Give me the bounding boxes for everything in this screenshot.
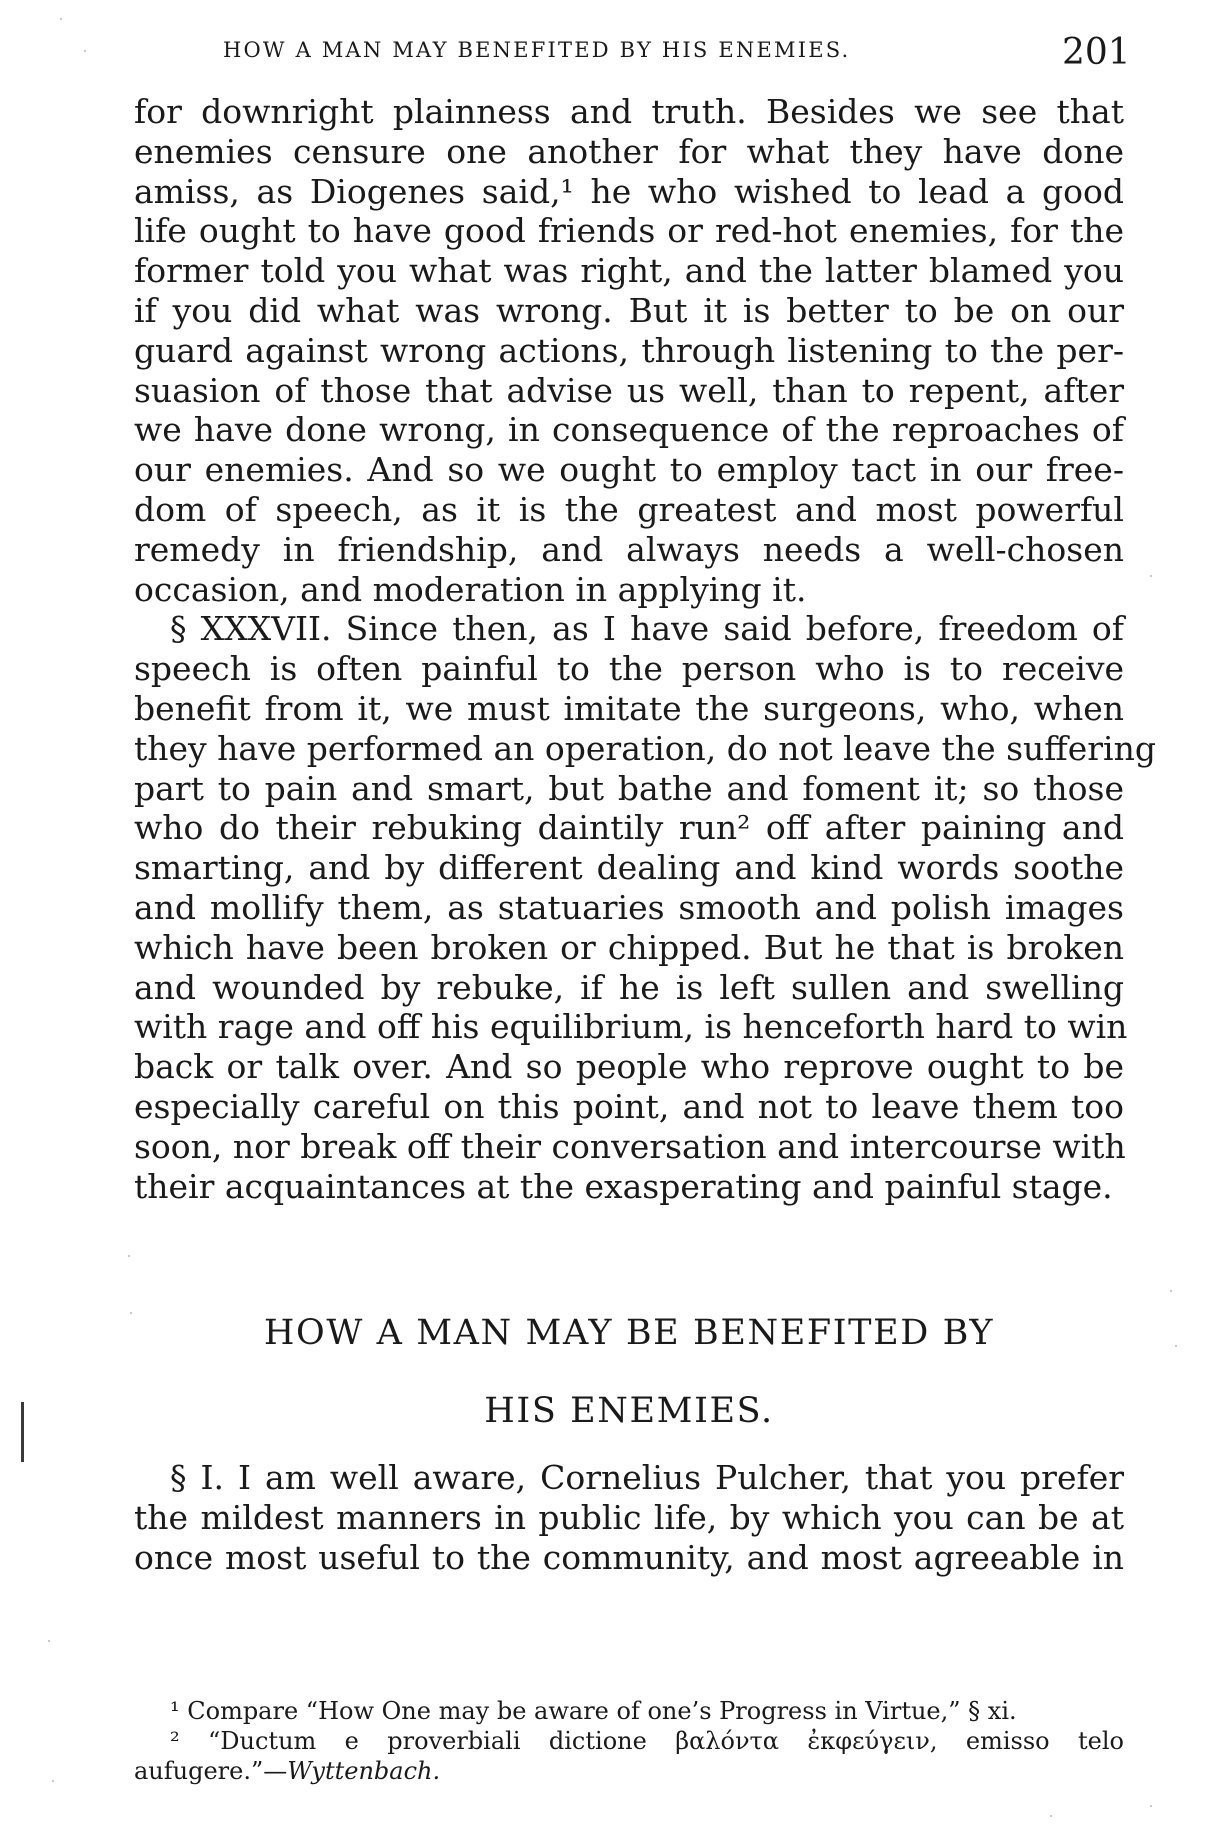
- text-line: smarting, and by different dealing and kind words soothe: [134, 848, 1124, 888]
- footnote-2-author: Wyttenbach.: [287, 1757, 441, 1785]
- text-line: our enemies. And so we ought to employ tact in our free-: [134, 450, 1124, 490]
- text-line: part to pain and smart, but bathe and foment it; so those: [134, 768, 1124, 808]
- section-title-line-2: HIS ENEMIES.: [484, 1391, 774, 1431]
- running-head-title: HOW A MAN MAY BENEFITED BY HIS ENEMIES.: [223, 38, 851, 62]
- text-line: suasion of those that advise us well, than to repent, after: [134, 370, 1124, 410]
- footnote-2-text: aufugere.”—: [134, 1757, 288, 1785]
- page-number: 201: [1062, 32, 1131, 73]
- text-line: remedy in friendship, and always needs a well-chosen: [134, 529, 1124, 569]
- footnote-2-continued: [134, 1756, 1124, 1786]
- footnote-2: ² “Ductum e proverbiali dictione βαλόντα ἐκφεύγειν, emisso telo: [170, 1727, 1124, 1755]
- page-edge-mark: [21, 1402, 24, 1462]
- text-line: dom of speech, as it is the greatest and most powerful: [134, 489, 1124, 529]
- text-line: with rage and off his equilibrium, is henceforth hard to win: [134, 1007, 1128, 1047]
- text-line: the mildest manners in public life, by which you can be at: [134, 1497, 1124, 1537]
- footnotes: [134, 1696, 1124, 1786]
- text-line: which have been broken or chipped. But he that is broken: [134, 927, 1124, 967]
- text-line: life ought to have good friends or red-hot enemies, for the: [134, 211, 1124, 251]
- text-line: and wounded by rebuke, if he is left sullen and swelling: [134, 967, 1124, 1007]
- text-line: soon, nor break off their conversation and intercourse with: [134, 1126, 1126, 1166]
- section-title-line-1: HOW A MAN MAY BE BENEFITED BY: [263, 1313, 995, 1353]
- text-line: who do their rebuking daintily run² off after paining and: [134, 808, 1124, 848]
- text-line: speech is often painful to the person who is to receive: [134, 649, 1124, 689]
- paragraph-start-line: § I. I am well aware, Cornelius Pulcher, that you prefer: [170, 1458, 1124, 1497]
- footnote-1: ¹ Compare “How One may be aware of one’s Progress in Virtue,” § xi.: [170, 1697, 1017, 1725]
- text-line: we have done wrong, in consequence of the reproaches of: [134, 410, 1124, 450]
- body-text: [134, 92, 1156, 1206]
- text-line: their acquaintances at the exasperating and painful stage.: [134, 1166, 1113, 1206]
- paragraph-start-line: § XXXVII. Since then, as I have said before, freedom of: [170, 609, 1124, 649]
- text-line: for downright plainness and truth. Besides we see that: [134, 92, 1124, 131]
- text-line: once most useful to the community, and most agreeable in: [134, 1537, 1124, 1577]
- text-line: if you did what was wrong. But it is better to be on our: [134, 290, 1124, 330]
- text-line: they have performed an operation, do not leave the suffering: [134, 728, 1156, 768]
- section-text: [134, 1458, 1124, 1577]
- text-line: and mollify them, as statuaries smooth and polish images: [134, 887, 1124, 927]
- text-line: especially careful on this point, and not to leave them too: [134, 1086, 1124, 1126]
- text-line: enemies censure one another for what they have done: [134, 131, 1124, 171]
- text-line: back or talk over. And so people who reprove ought to be: [134, 1047, 1124, 1087]
- running-head: [223, 38, 1113, 62]
- text-line: benefit from it, we must imitate the surgeons, who, when: [134, 688, 1124, 728]
- text-line: guard against wrong actions, through listening to the per-: [134, 330, 1124, 370]
- text-line: occasion, and moderation in applying it.: [134, 569, 807, 609]
- text-line: former told you what was right, and the latter blamed you: [134, 251, 1124, 291]
- text-line: amiss, as Diogenes said,¹ he who wished to lead a good: [134, 171, 1124, 211]
